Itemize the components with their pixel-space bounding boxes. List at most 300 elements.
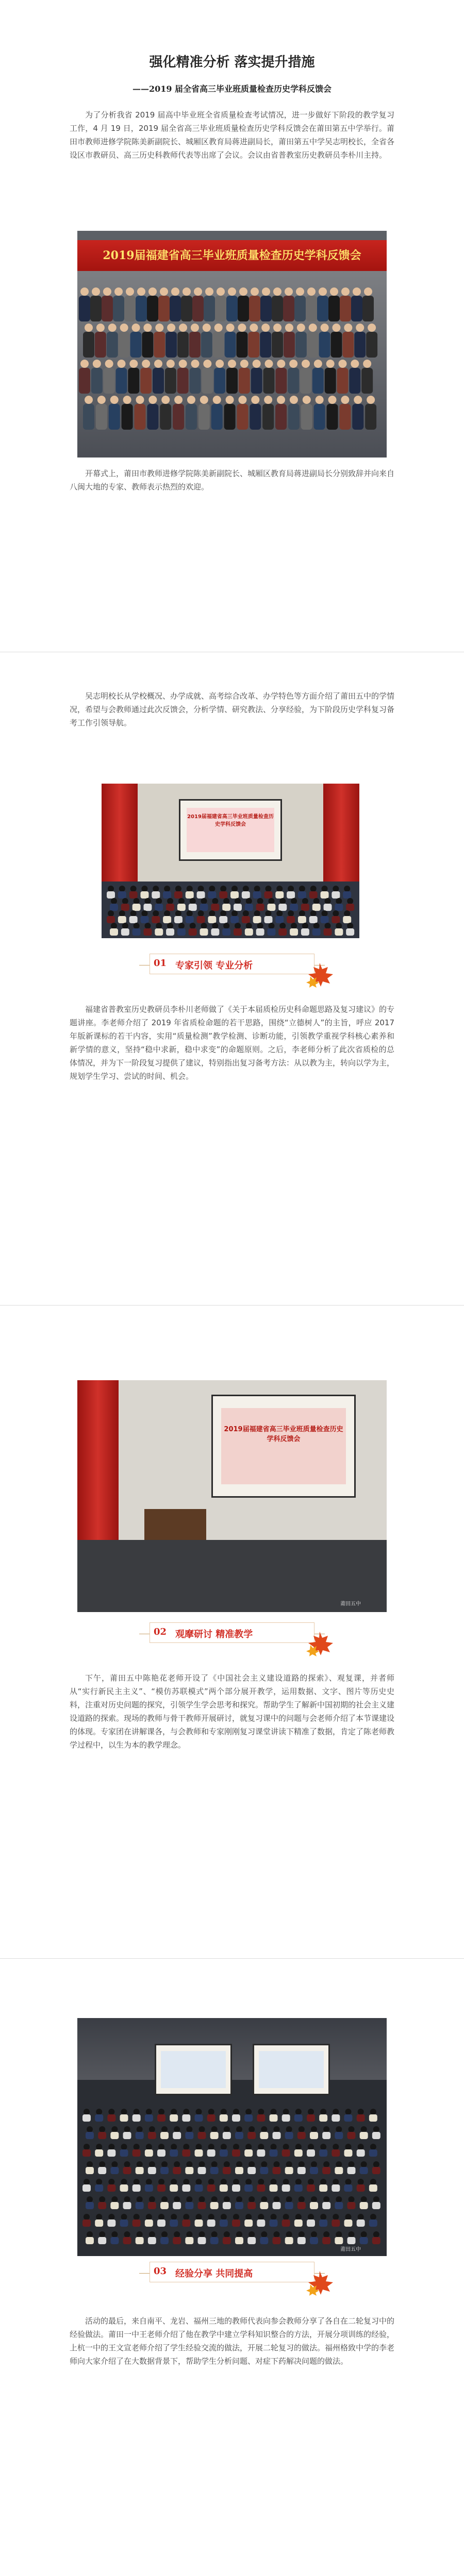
person-head — [167, 324, 175, 332]
audience-body — [264, 916, 272, 923]
audience-body — [285, 2237, 293, 2244]
person-body — [147, 404, 158, 430]
audience-head — [370, 2214, 376, 2220]
person-head — [264, 396, 272, 404]
audience-head — [258, 2214, 264, 2220]
audience-head — [149, 2196, 155, 2202]
audience-head — [295, 2179, 302, 2185]
audience-body — [189, 904, 197, 911]
audience-body — [118, 891, 126, 899]
audience-body — [98, 2132, 106, 2139]
audience-body — [372, 2167, 380, 2174]
audience-body — [344, 2149, 353, 2157]
audience-head — [196, 2179, 202, 2185]
audience-head — [144, 923, 151, 929]
audience-body — [324, 904, 332, 911]
audience-body — [157, 2184, 165, 2192]
person-body — [349, 368, 360, 394]
audience-body — [82, 2219, 91, 2227]
person-head — [148, 396, 157, 404]
person-body — [128, 368, 139, 394]
person-head — [251, 287, 259, 296]
audience-body — [301, 928, 309, 936]
audience-head — [333, 2109, 339, 2115]
person-body — [201, 332, 212, 358]
page-2 — [0, 652, 464, 1305]
person-body — [173, 404, 184, 430]
person-body — [352, 404, 363, 430]
audience-body — [82, 2184, 91, 2192]
audience-head — [370, 2144, 376, 2150]
lesson-paragraph: 下午，莆田五中陈艳花老师开设了《中国社会主义建设道路的探索》、观复课，并者师从“实行新民主主义”、“模仿苏联模式”两个部分展开教学，运用数据、文字、图片等历史史料，注重对历史问题的探究，引领学生学会思考和探究。帮助学生了解新中国初期的社会主义建设道路的探索。现场的教师与骨干教师开展研讨，就复习课中的问题与会老师介绍了本节课建设的体现。专家团在讲解课各，与会教师和专家刚刚复习课堂讲读下精准了数据，肯定了陈老师教学过程中，以生为本的教学理念。 — [70, 1673, 395, 1750]
audience-body — [123, 2167, 131, 2174]
audience-body — [335, 2237, 343, 2244]
audience-head — [130, 910, 137, 917]
audience-body — [163, 916, 171, 923]
audience-head — [84, 2109, 90, 2115]
person-head — [148, 287, 157, 296]
audience-head — [124, 2161, 130, 2167]
audience-body — [86, 2132, 94, 2139]
person-head — [226, 324, 235, 332]
audience-head — [137, 2126, 143, 2132]
person-head — [368, 324, 376, 332]
audience-body — [270, 2149, 278, 2157]
audience-body — [208, 916, 216, 923]
person-body — [283, 296, 294, 321]
audience-head — [161, 2126, 168, 2132]
section-heading-3 — [139, 2262, 345, 2293]
audience-head — [121, 2214, 127, 2220]
audience-head — [108, 2214, 114, 2220]
audience-body — [294, 2219, 303, 2227]
audience-head — [199, 2161, 205, 2167]
audience-head — [268, 898, 274, 904]
audience-body — [152, 891, 160, 899]
audience-head — [199, 2196, 205, 2202]
audience-head — [358, 2144, 364, 2150]
audience-head — [265, 910, 271, 917]
audience-head — [187, 910, 193, 917]
audience-body — [170, 2219, 178, 2227]
audience-head — [141, 886, 147, 892]
person-head — [332, 324, 340, 332]
audience-body — [232, 2184, 240, 2192]
person-body — [272, 332, 283, 358]
audience-body — [200, 904, 208, 911]
audience-body — [287, 891, 295, 899]
person-head — [187, 396, 195, 404]
audience-head — [174, 2126, 180, 2132]
audience-body — [210, 2167, 219, 2174]
person-body — [189, 332, 201, 358]
audience-body — [369, 2149, 377, 2157]
audience-head — [358, 2214, 364, 2220]
person-body — [226, 296, 238, 321]
person-body — [79, 296, 90, 321]
person-body — [134, 404, 145, 430]
audience-body — [369, 2184, 377, 2192]
audience-head — [130, 886, 137, 892]
audience-body — [182, 2219, 190, 2227]
audience-head — [134, 923, 140, 929]
audience-body — [219, 916, 227, 923]
audience-body — [372, 2237, 380, 2244]
audience-body — [132, 928, 141, 936]
person-head — [238, 396, 246, 404]
person-head — [203, 324, 211, 332]
audience-body — [335, 904, 343, 911]
person-head — [126, 287, 134, 296]
audience-body — [344, 2219, 353, 2227]
audience-body — [235, 2167, 243, 2174]
audience-head — [299, 910, 305, 917]
audience-head — [271, 2214, 277, 2220]
person-body — [307, 332, 319, 358]
audience-head — [233, 2144, 239, 2150]
audience-head — [295, 2144, 302, 2150]
audience-head — [174, 2196, 180, 2202]
audience-head — [111, 2126, 118, 2132]
audience-head — [96, 2179, 102, 2185]
audience-head — [186, 2161, 192, 2167]
audience-head — [286, 2161, 292, 2167]
audience-body — [285, 2202, 293, 2209]
audience-body — [185, 2132, 193, 2139]
person-head — [191, 360, 200, 368]
person-head — [214, 324, 223, 332]
audience-head — [146, 2109, 152, 2115]
audience-head — [146, 2214, 152, 2220]
person-body — [198, 404, 210, 430]
audience-head — [345, 2144, 352, 2150]
maple-leaf-icon — [303, 1630, 336, 1656]
audience-body — [211, 928, 219, 936]
person-body — [225, 332, 236, 358]
person-body — [325, 368, 336, 394]
audience-head — [299, 2231, 305, 2238]
audience-body — [307, 2219, 315, 2227]
audience-head — [122, 898, 128, 904]
audience-head — [279, 898, 286, 904]
audience-body — [136, 2167, 144, 2174]
audience-head — [183, 2179, 189, 2185]
audience-body — [166, 904, 174, 911]
group-photo — [77, 231, 387, 457]
audience-head — [361, 2126, 367, 2132]
audience-body — [223, 2132, 231, 2139]
maple-leaf-icon — [303, 2269, 336, 2296]
person-body — [351, 296, 362, 321]
person-head — [302, 360, 310, 368]
person-head — [160, 287, 168, 296]
audience-head — [87, 2126, 93, 2132]
audience-body — [98, 2202, 106, 2209]
audience-body — [136, 2237, 144, 2244]
audience-body — [270, 2114, 278, 2122]
audience-body — [357, 2184, 365, 2192]
audience-head — [373, 2161, 379, 2167]
audience-body — [290, 904, 298, 911]
person-body — [327, 404, 338, 430]
person-body — [337, 368, 349, 394]
audience-body — [260, 2202, 268, 2209]
audience-head — [87, 2196, 93, 2202]
audience-head — [308, 2179, 314, 2185]
person-body — [177, 368, 189, 394]
audience-head — [258, 2109, 264, 2115]
person-body — [340, 296, 351, 321]
audience-head — [336, 2231, 342, 2238]
audience-body — [297, 2167, 306, 2174]
person-head — [136, 396, 144, 404]
audience-head — [158, 2144, 164, 2150]
audience-body — [322, 2237, 330, 2244]
audience-head — [211, 2161, 218, 2167]
audience-body — [82, 2114, 91, 2122]
audience-body — [220, 2114, 228, 2122]
section-number: 03 — [154, 2266, 167, 2277]
audience-head — [224, 2126, 230, 2132]
audience-head — [268, 923, 274, 929]
audience-body — [257, 2219, 265, 2227]
person-body — [136, 296, 147, 321]
audience-head — [261, 2196, 267, 2202]
person-body — [354, 332, 366, 358]
audience-head — [299, 2126, 305, 2132]
audience-head — [254, 886, 260, 892]
audience-body — [307, 2114, 315, 2122]
person-body — [251, 368, 262, 394]
audience-body — [140, 916, 148, 923]
audience-head — [349, 2231, 355, 2238]
person-body — [288, 368, 299, 394]
audience-head — [119, 910, 125, 917]
audience-body — [160, 2202, 169, 2209]
audience-head — [347, 898, 353, 904]
audience-body — [273, 2237, 281, 2244]
person-body — [260, 332, 271, 358]
audience-body — [273, 2167, 281, 2174]
audience-head — [111, 2196, 118, 2202]
audience-head — [274, 2161, 280, 2167]
audience-body — [360, 2167, 368, 2174]
audience-body — [173, 2132, 181, 2139]
person-head — [326, 360, 335, 368]
audience-head — [322, 910, 328, 917]
audience-body — [129, 891, 138, 899]
person-body — [158, 296, 170, 321]
person-head — [191, 324, 199, 332]
audience-head — [233, 2214, 239, 2220]
audience-head — [373, 2126, 379, 2132]
audience-body — [275, 891, 284, 899]
audience-body — [177, 928, 186, 936]
section-heading-2 — [139, 1622, 345, 1653]
audience-body — [222, 904, 230, 911]
audience-body — [160, 2132, 169, 2139]
audience-head — [235, 923, 241, 929]
audience-body — [360, 2237, 368, 2244]
audience-body — [319, 2114, 327, 2122]
audience-head — [224, 2196, 230, 2202]
person-head — [228, 287, 236, 296]
audience-body — [310, 2202, 318, 2209]
audience-head — [149, 2126, 155, 2132]
audience-body — [198, 2202, 206, 2209]
person-body — [124, 296, 136, 321]
audience-body — [98, 2167, 106, 2174]
audience-body — [346, 904, 354, 911]
audience-body — [107, 2149, 115, 2157]
audience-body — [287, 916, 295, 923]
audience-head — [221, 2179, 227, 2185]
audience-body — [145, 2184, 153, 2192]
audience-head — [358, 2109, 364, 2115]
audience-head — [198, 886, 204, 892]
auditorium-photo — [77, 2018, 387, 2256]
person-body — [165, 332, 177, 358]
audience-body — [282, 2149, 290, 2157]
person-body — [301, 404, 312, 430]
audience-body — [95, 2184, 103, 2192]
audience-head — [336, 898, 342, 904]
audience-body — [310, 2237, 318, 2244]
person-head — [290, 396, 298, 404]
audience-body — [372, 2132, 380, 2139]
audience-head — [261, 2161, 267, 2167]
audience-body — [369, 2114, 377, 2122]
audience-head — [108, 2179, 114, 2185]
person-head — [296, 287, 304, 296]
audience-head — [276, 886, 283, 892]
audience-body — [282, 2184, 290, 2192]
audience-body — [344, 2184, 353, 2192]
audience-head — [257, 923, 263, 929]
audience-head — [212, 923, 218, 929]
photo-watermark: 莆田五中 — [340, 2247, 361, 2252]
audience-head — [246, 923, 252, 929]
person-head — [262, 287, 270, 296]
audience-body — [143, 904, 152, 911]
audience-head — [196, 2144, 202, 2150]
audience-head — [211, 2126, 218, 2132]
audience-head — [96, 2144, 102, 2150]
person-body — [362, 296, 374, 321]
person-body — [250, 404, 261, 430]
person-head — [238, 324, 246, 332]
audience-body — [232, 2219, 240, 2227]
audience-head — [347, 923, 353, 929]
person-body — [224, 404, 236, 430]
audience-head — [134, 2214, 140, 2220]
audience-head — [212, 898, 218, 904]
audience-body — [170, 2184, 178, 2192]
audience-body — [335, 2167, 343, 2174]
person-head — [213, 396, 221, 404]
person-head — [132, 324, 140, 332]
audience-head — [87, 2231, 93, 2238]
audience-body — [310, 2132, 318, 2139]
person-body — [113, 296, 124, 321]
audience-head — [137, 2231, 143, 2238]
audience-head — [286, 2196, 292, 2202]
audience-head — [84, 2179, 90, 2185]
person-body — [177, 332, 189, 358]
audience-body — [220, 2219, 228, 2227]
audience-body — [290, 928, 298, 936]
person-head — [143, 324, 152, 332]
section-number: 02 — [154, 1626, 167, 1637]
audience-head — [171, 2144, 177, 2150]
audience-head — [345, 2109, 352, 2115]
audience-head — [333, 2144, 339, 2150]
audience-head — [361, 2231, 367, 2238]
audience-head — [235, 898, 241, 904]
audience-head — [208, 2109, 214, 2115]
audience-body — [186, 891, 194, 899]
audience-head — [84, 2214, 90, 2220]
person-head — [303, 396, 311, 404]
audience-body — [244, 2114, 253, 2122]
audience-body — [294, 2114, 303, 2122]
audience-head — [333, 910, 339, 917]
audience-head — [283, 2214, 289, 2220]
audience-body — [223, 2237, 231, 2244]
audience-body — [173, 2202, 181, 2209]
audience-head — [299, 886, 305, 892]
audience-head — [283, 2144, 289, 2150]
audience-head — [333, 886, 339, 892]
audience-body — [211, 904, 219, 911]
audience-head — [171, 2214, 177, 2220]
audience-head — [295, 2109, 302, 2115]
audience-head — [99, 2231, 105, 2238]
person-head — [154, 360, 162, 368]
audience-body — [120, 2114, 128, 2122]
audience-body — [357, 2219, 365, 2227]
person-body — [165, 368, 176, 394]
person-body — [116, 368, 127, 394]
audience-body — [235, 2202, 243, 2209]
person-head — [277, 360, 285, 368]
audience-body — [260, 2132, 268, 2139]
person-body — [122, 404, 133, 430]
audience-body — [256, 928, 264, 936]
audience-head — [236, 2231, 242, 2238]
audience-head — [344, 886, 350, 892]
audience-head — [291, 898, 297, 904]
person-body — [306, 296, 317, 321]
audience-body — [298, 891, 306, 899]
person-body — [249, 296, 260, 321]
audience-head — [211, 2231, 218, 2238]
section-number: 01 — [154, 958, 167, 969]
audience-body — [332, 2114, 340, 2122]
audience-head — [96, 2214, 102, 2220]
audience-body — [247, 2237, 256, 2244]
person-body — [107, 332, 118, 358]
audience-head — [164, 886, 170, 892]
audience-head — [323, 2196, 329, 2202]
audience-head — [108, 886, 114, 892]
audience-head — [245, 2214, 252, 2220]
audience-body — [185, 2237, 193, 2244]
person-body — [154, 332, 165, 358]
intro-paragraph: 为了分析我省 2019 届高中毕业班全省质量检查考试情况，进一步做好下阶段的教学复习工作，4 月 19 日，2019 届全省高三毕业班质量检查历史学科反馈会在莆田第五中学举行。莆田市教师进修学院陈美新副院长、城厢区教育局蒋进副局长，莆田第五中学吴志明校长，全省各设区市教研员、高三历史科教师代表等出席了会议。会议由省普教室历史教研员李朴川主持。 — [70, 110, 395, 160]
audience-body — [129, 916, 138, 923]
person-body — [202, 368, 213, 394]
